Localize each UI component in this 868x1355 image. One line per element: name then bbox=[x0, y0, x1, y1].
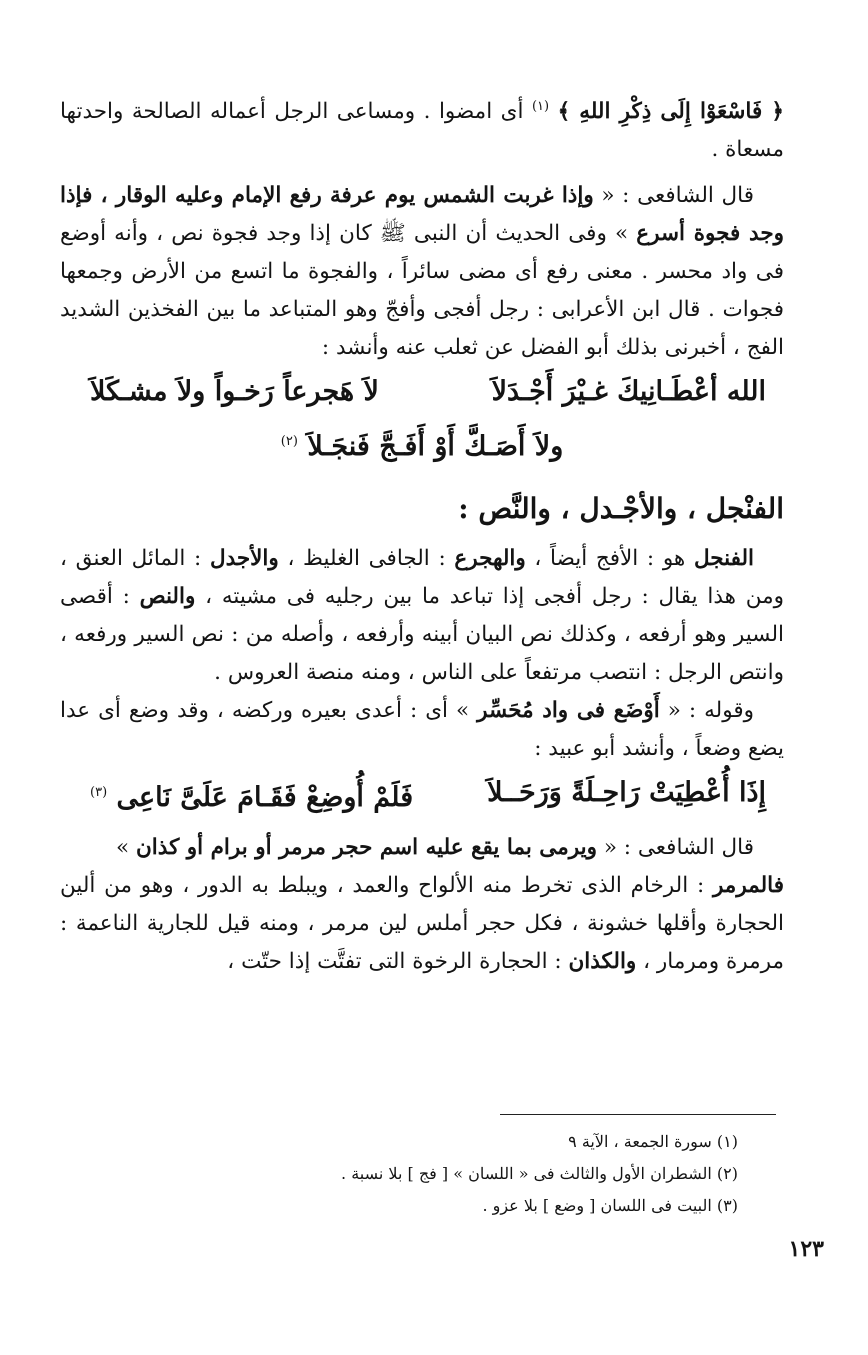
verse-line-3 bbox=[60, 768, 784, 823]
paragraph-marmar bbox=[60, 867, 784, 981]
paragraph-shafii-2 bbox=[60, 829, 784, 867]
footnote-divider bbox=[500, 1114, 776, 1115]
paragraph-text: وقوله : « bbox=[659, 698, 755, 724]
page-number: ١٢٣ bbox=[788, 1236, 824, 1262]
quran-quote: ﴿ فَاسْعَوْا إِلَى ذِكْرِ اللهِ ﴾ bbox=[557, 99, 784, 125]
page-body bbox=[60, 88, 784, 981]
section-heading: الفنْجل ، والأجْـدل ، والنَّص : bbox=[458, 492, 784, 526]
hemistich bbox=[90, 768, 413, 823]
quoted-phrase: أَوْضَع فى واد مُحَسِّر bbox=[477, 698, 660, 724]
paragraph-text: » أى : أعدى بعيره وركضه ، وقد وضع أى عدا يضع وضعاً ، وأنشد أبو عبيد : bbox=[60, 698, 784, 762]
hemistich: لاَ هَجرعاً رَخـواً ولاَ مشـكَلاَ bbox=[90, 376, 379, 408]
paragraph-text: أى امضوا . ومساعى الرجل أعماله الصالحة واحدتها مسعاة . bbox=[60, 99, 784, 163]
paragraph-quran bbox=[60, 88, 784, 169]
hemistich: ولاَ أَصَـكَّ أَوْ أَفَـجَّ فَنجَـلاَ bbox=[307, 431, 564, 463]
term: فالمرمر bbox=[712, 873, 784, 899]
footnote-1: (١) سورة الجمعة ، الآية ٩ bbox=[568, 1132, 738, 1151]
term: والنص bbox=[139, 584, 196, 610]
shafii-quote: ويرمى بما يقع عليه اسم حجر مرمر أو برام أو كذان bbox=[136, 835, 597, 861]
verse-line-1 bbox=[60, 367, 784, 417]
term: الفنجل bbox=[693, 546, 755, 572]
paragraph-text: : المائل العنق ، ومن هذا يقال : رجل أفجى إذا تباعد ما بين رجليه فى مشيته ، bbox=[60, 546, 784, 610]
paragraph-definitions bbox=[60, 540, 784, 692]
hemistich: الله أعْطَـانِيكَ غـيْرَ أَجْـدَلاَ bbox=[491, 376, 766, 408]
term: والكذان bbox=[568, 949, 637, 975]
paragraph-text: قال الشافعى : « bbox=[596, 835, 754, 861]
paragraph-awda bbox=[60, 692, 784, 768]
paragraph-text: : الرخام الذى تخرط منه الألواح والعمد ، ويبلط به الدور ، وهو من ألين الحجارة وأقلها خشونة ، فكل حجر أملس لين مرمر ، ومنه قيل للجارية الناعمة : مرمرة ومرمار ، bbox=[60, 873, 784, 975]
paragraph-text: : الجافى الغليظ ، bbox=[278, 546, 455, 572]
shafii-quote: وإذا غربت الشمس يوم عرفة رفع الإمام وعليه الوقار ، فإذا وجد فجوة أسرع bbox=[60, 183, 784, 247]
footnote-3: (٣) البيت فى اللسان [ وضع ] بلا عزو . bbox=[482, 1196, 738, 1215]
footnote-ref-2: (٢) bbox=[280, 434, 298, 450]
paragraph-text: قال الشافعى : « bbox=[593, 183, 754, 209]
paragraph-text: : أقصى السير وهو أرفعه ، وكذلك نص البيان أبينه وأرفعه ، وأصله من : نص السير ورفعه ، وانتص الرجل : انتصب مرتفعاً على الناس ، ومنه منصة العروس . bbox=[60, 584, 784, 686]
term: والأجدل bbox=[209, 546, 279, 572]
hemistich-text: فَلَمْ أُوضِعْ فَقَـامَ عَلَىَّ نَاعِى bbox=[116, 782, 414, 814]
footnotes bbox=[300, 1126, 738, 1222]
paragraph-text: هو : الأفج أيضاً ، bbox=[525, 546, 694, 572]
paragraph-text: » bbox=[116, 835, 137, 861]
paragraph-text: : الحجارة الرخوة التى تفتَّت إذا حتّت ، bbox=[227, 949, 569, 975]
paragraph-text: » وفى الحديث أن النبى ﷺ كان إذا وجد فجوة نص ، وأنه أوضع فى واد محسر . معنى رفع أى مضى سائراً ، والفجوة ما اتسع من الأرض وجمعها فجوات . قال ابن الأعرابى : رجل أفجى وأفجّ وهو المتباعد ما بين الفخذين الشديد الفج ، أخبرنى بذلك أبو الفضل عن ثعلب عنه وأنشد : bbox=[60, 221, 784, 361]
hemistich: إِذَا أُعْطِيَتْ رَاحِـلَةً وَرَحَــلاَ bbox=[487, 777, 766, 809]
paragraph-shafii-1 bbox=[60, 177, 784, 367]
footnote-ref-1: (١) bbox=[531, 99, 550, 114]
footnote-2: (٢) الشطران الأول والثالث فى « اللسان » [ فج ] بلا نسبة . bbox=[341, 1164, 738, 1183]
term: والهجرع bbox=[454, 546, 526, 572]
verse-line-2 bbox=[60, 417, 784, 472]
footnote-ref-3: (٣) bbox=[90, 785, 108, 801]
